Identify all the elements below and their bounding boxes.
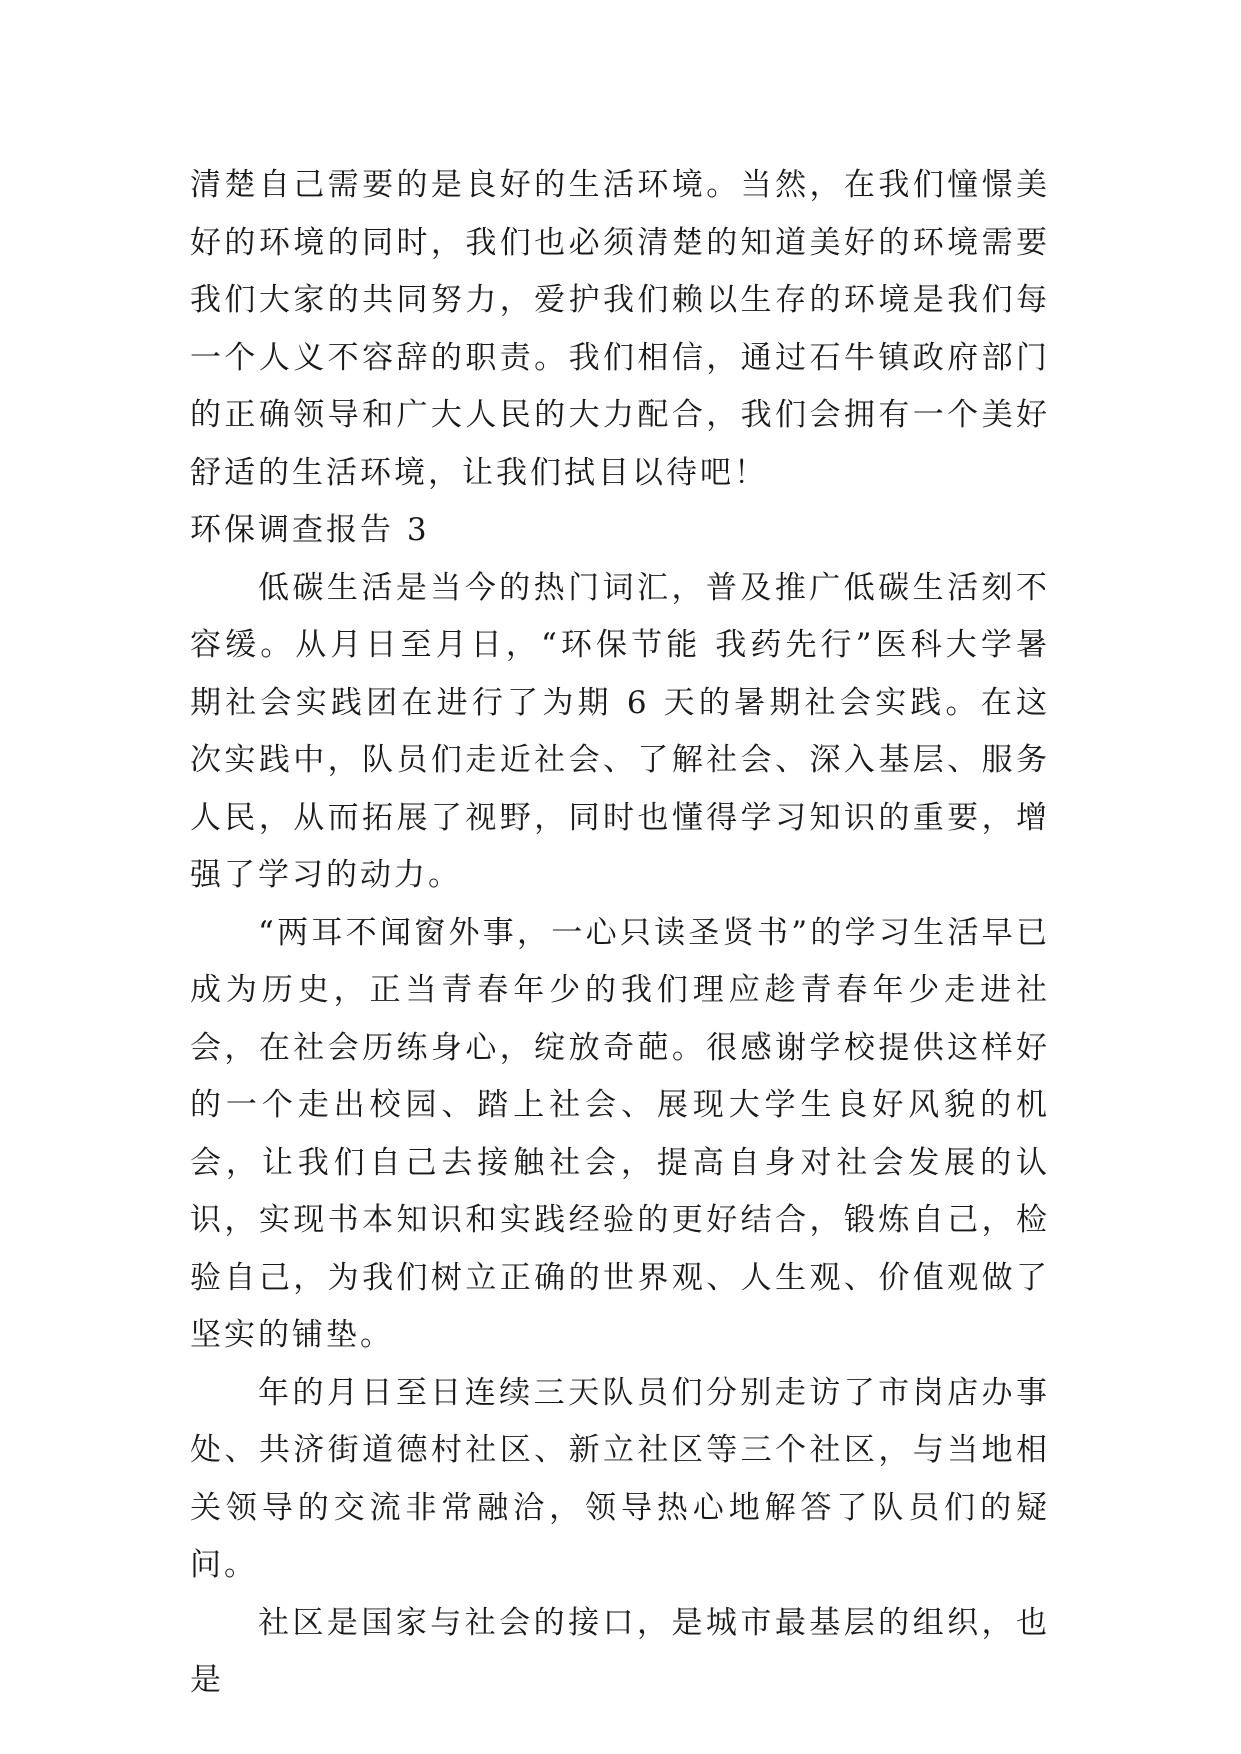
document-body <box>190 157 1050 1710</box>
paragraph-community-visit: 年的月日至日连续三天队员们分别走访了市岗店办事处、共济街道德村社区、新立社区等三个社区，与当地相关领导的交流非常融洽，领导热心地解答了队员们的疑问。 <box>190 1374 1050 1583</box>
section-heading: 环保调查报告 3 <box>190 512 430 548</box>
paragraph-social-practice: “两耳不闻窗外事，一心只读圣贤书”的学习生活早已成为历史，正当青春年少的我们理应趁青春年少走进社会，在社会历练身心，绽放奇葩。很感谢学校提供这样好的一个走出校园、踏上社会、展现大学生良好风貌的机会，让我们自己去接触社会，提高自身对社会发展的认识，实现书本知识和实践经验的更好结合，锻炼自己，检验自己，为我们树立正确的世界观、人生观、价值观做了坚实的铺垫。 <box>190 914 1050 1353</box>
paragraph-community-intro: 社区是国家与社会的接口，是城市最基层的组织，也是 <box>190 1604 1050 1698</box>
paragraph-low-carbon: 低碳生活是当今的热门词汇，普及推广低碳生活刻不容缓。从月日至月日，“环保节能 我药先行”医科大学暑期社会实践团在进行了为期 6 天的暑期社会实践。在这次实践中，队员们走近社会、了解社会、深入基层、服务人民，从而拓展了视野，同时也懂得学习知识的重要，增强了学习的动力。 <box>190 569 1050 893</box>
paragraph-continuation: 清楚自己需要的是良好的生活环境。当然，在我们憧憬美好的环境的同时，我们也必须清楚的知道美好的环境需要我们大家的共同努力，爱护我们赖以生存的环境是我们每一个人义不容辞的职责。我们相信，通过石牛镇政府部门的正确领导和广大人民的大力配合，我们会拥有一个美好舒适的生活环境，让我们拭目以待吧！ <box>190 167 1050 491</box>
